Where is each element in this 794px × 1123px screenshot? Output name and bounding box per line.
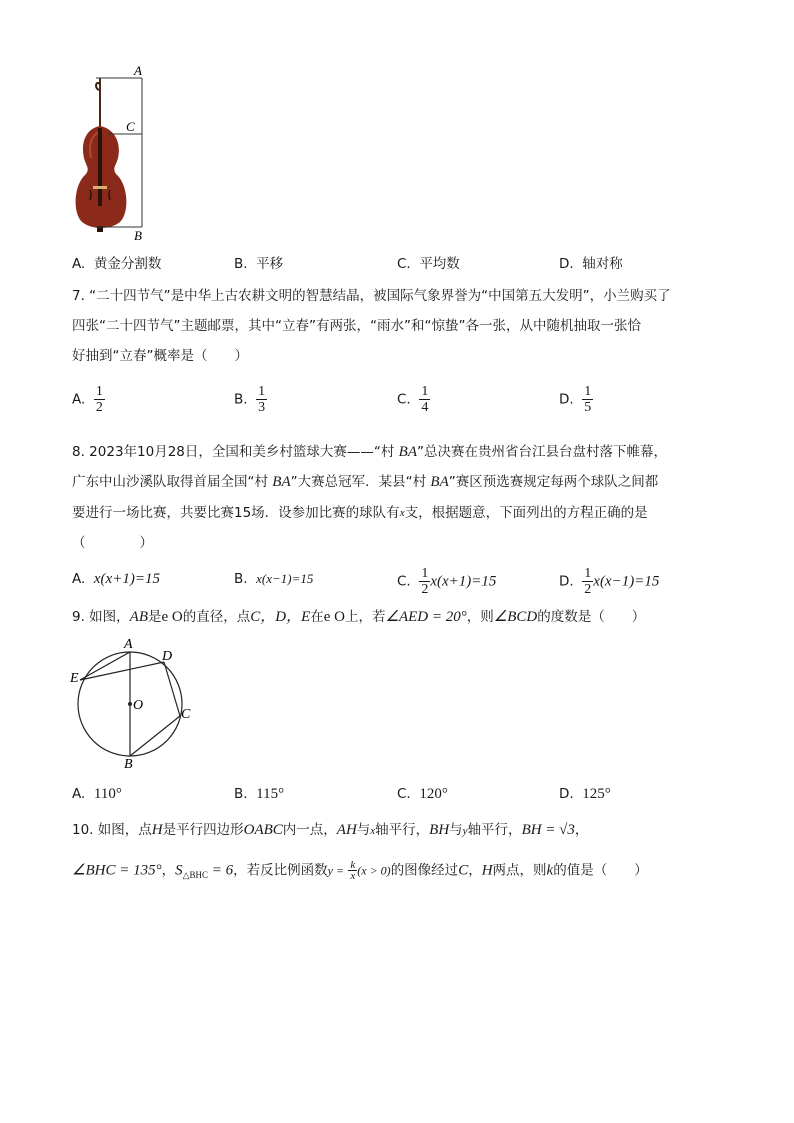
- q10-line-2: ∠BHC = 135°，$S_{\triangle BHC} = 6$，若反比例函数y = $\frac{k}{x}$ (x > 0)的图像经过C，H两点，则k的值是（ ）: [72, 859, 648, 882]
- q9-option-a[interactable]: A. 110°: [72, 786, 122, 802]
- q7-line-2: 四张“二十四节气”主题邮票，其中“立春”有两张，“雨水”和“惊蛰”各一张，从中随机抽取一张恰: [72, 318, 641, 334]
- cello-image: [76, 78, 127, 232]
- q8-option-d[interactable]: D. $\frac{1}{2}$ x(x−1)=15: [559, 566, 660, 597]
- label-o: O: [133, 698, 144, 713]
- fraction: $\frac{1}{2}$: [95, 384, 103, 415]
- q6-option-b[interactable]: B. 平移: [234, 256, 284, 272]
- fraction: $\frac{1}{2}$: [584, 566, 592, 597]
- q6-option-c[interactable]: C. 平均数: [397, 256, 460, 272]
- q7-option-b[interactable]: B. $\frac{1}{3}$: [234, 384, 266, 415]
- label-c: C: [181, 707, 191, 722]
- q6-option-d[interactable]: D. 轴对称: [559, 256, 623, 272]
- q8-line-3: 要进行一场比赛，共要比赛15场．设参加比赛的球队有$^x$支，根据题意，下面列出的方程正确的是: [72, 505, 648, 521]
- q8-option-c[interactable]: C. $\frac{1}{2}$ x(x+1)=15: [397, 566, 497, 597]
- label-d: D: [162, 649, 173, 664]
- q8-line-1: 8. 2023年10月28日，全国和美乡村篮球大赛——“村 BA”总决赛在贵州省台江县台盘村落下帷幕，: [72, 444, 667, 460]
- q8-option-a[interactable]: A. x(x+1)=15: [72, 571, 160, 587]
- q6-option-a[interactable]: A. 黄金分割数: [72, 256, 162, 272]
- q8-line-2: 广东中山沙溪队取得首届全国“村 BA”大赛总冠军．某县“村 BA”赛区预选赛规定每两个球队之间都: [72, 474, 659, 490]
- q7-line-3: 好抽到“立春”概率是（ ）: [72, 348, 248, 364]
- q9-line-1: 9. 如图，AB是e O的直径，点C，D，E在e O上，若∠AED = 20°，则∠BCD的度数是（ ）: [72, 609, 646, 625]
- q9-option-d[interactable]: D. 125°: [559, 786, 611, 802]
- q7-option-d[interactable]: D. $\frac{1}{5}$: [559, 384, 592, 415]
- fraction: $\frac{k}{x}$: [350, 859, 356, 882]
- fraction: $\frac{1}{3}$: [258, 384, 266, 415]
- label-a: A: [124, 637, 133, 652]
- fraction: $\frac{1}{2}$: [421, 566, 429, 597]
- cello-figure: [66, 62, 162, 244]
- label-b: B: [134, 228, 142, 243]
- label-a: A: [134, 63, 142, 78]
- q7-option-a[interactable]: A. $\frac{1}{2}$: [72, 384, 103, 415]
- q7-line-1: 7. “二十四节气”是中华上古农耕文明的智慧结晶，被国际气象界誉为“中国第五大发明”，小兰购买了: [72, 288, 671, 304]
- q8-option-b[interactable]: B. x(x−1)=15: [234, 571, 314, 587]
- label-e: E: [70, 671, 79, 686]
- q9-option-b[interactable]: B. 115°: [234, 786, 285, 802]
- fraction: $\frac{1}{5}$: [584, 384, 592, 415]
- circle-figure: [68, 636, 198, 772]
- q7-option-c[interactable]: C. $\frac{1}{4}$: [397, 384, 429, 415]
- q10-line-1: 10. 如图，点H是平行四边形OABC内一点，AH与x轴平行，BH与y轴平行，BH = √3，: [72, 822, 589, 838]
- label-c: C: [126, 119, 135, 134]
- q8-line-4: （ ）: [72, 535, 153, 551]
- label-b: B: [124, 757, 133, 772]
- fraction: $\frac{1}{4}$: [421, 384, 429, 415]
- q9-option-c[interactable]: C. 120°: [397, 786, 448, 802]
